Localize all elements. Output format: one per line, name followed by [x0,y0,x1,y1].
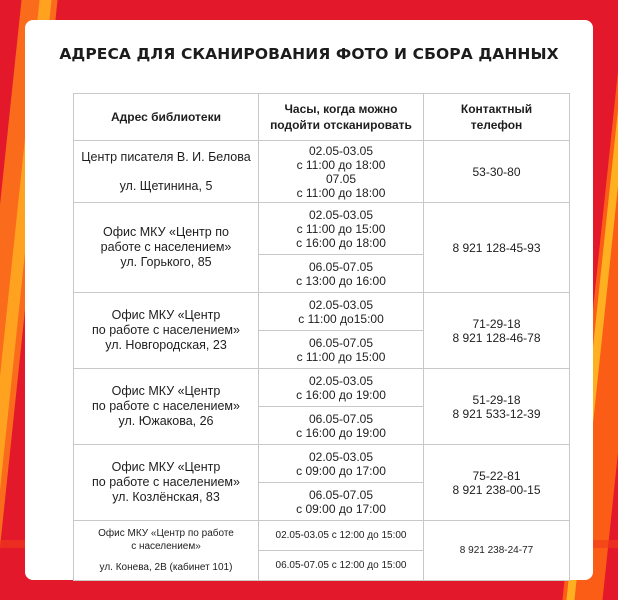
address-cell: Офис МКУ «Центр по работе с населением» ул. Горького, 85 [74,203,259,293]
hours-cell: 02.05-03.05 с 12:00 до 15:00 [259,521,424,551]
hours-cell: 06.05-07.05 с 16:00 до 19:00 [259,407,424,445]
table-row [74,141,570,203]
hours-cell: 02.05-03.05 с 11:00 до 18:00 07.05 с 11:00 до 18:00 [259,141,424,203]
schedule-table [73,93,570,581]
hours-cell: 02.05-03.05 с 16:00 до 19:00 [259,369,424,407]
hours-cell: 02.05-03.05 с 11:00 до15:00 [259,293,424,331]
header-address: Адрес библиотеки [74,94,259,141]
address-cell: Офис МКУ «Центр по работе с населением» ул. Козлёнская, 83 [74,445,259,521]
table-row [74,369,570,407]
table-header-row [74,94,570,141]
hours-cell: 02.05-03.05 с 11:00 до 15:00 с 16:00 до 18:00 [259,203,424,255]
address-cell: Офис МКУ «Центр по работе с населением» ул. Конева, 2В (кабинет 101) [74,521,259,581]
table-row [74,445,570,483]
hours-cell: 06.05-07.05 с 12:00 до 15:00 [259,551,424,581]
table-row [74,293,570,331]
address-cell: Центр писателя В. И. Белова ул. Щетинина, 5 [74,141,259,203]
phone-cell: 51-29-18 8 921 533-12-39 [424,369,570,445]
page-title: АДРЕСА ДЛЯ СКАНИРОВАНИЯ ФОТО И СБОРА ДАННЫХ [59,45,559,63]
hours-cell: 02.05-03.05 с 09:00 до 17:00 [259,445,424,483]
table-row [74,203,570,255]
phone-cell: 8 921 128-45-93 [424,203,570,293]
address-cell: Офис МКУ «Центр по работе с населением» ул. Новгородская, 23 [74,293,259,369]
phone-cell: 53-30-80 [424,141,570,203]
header-hours: Часы, когда можно подойти отсканировать [259,94,424,141]
address-cell: Офис МКУ «Центр по работе с населением» ул. Южакова, 26 [74,369,259,445]
info-card [25,20,593,580]
phone-cell: 75-22-81 8 921 238-00-15 [424,445,570,521]
hours-cell: 06.05-07.05 с 09:00 до 17:00 [259,483,424,521]
hours-cell: 06.05-07.05 с 13:00 до 16:00 [259,255,424,293]
hours-cell: 06.05-07.05 с 11:00 до 15:00 [259,331,424,369]
phone-cell: 8 921 238-24-77 [424,521,570,581]
phone-cell: 71-29-18 8 921 128-46-78 [424,293,570,369]
table-row [74,521,570,551]
header-phone: Контактный телефон [424,94,570,141]
